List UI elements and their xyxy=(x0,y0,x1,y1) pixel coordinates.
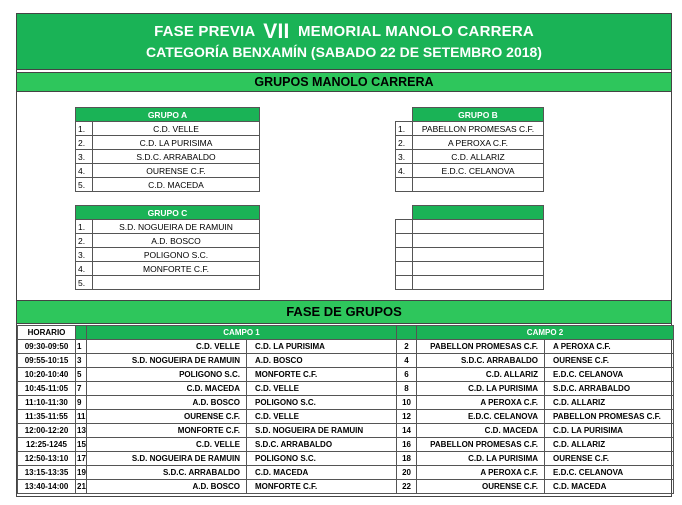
team-name: OURENSE C.F. xyxy=(93,164,260,178)
away-team: C.D. MACEDA xyxy=(247,466,397,480)
away-team: C.D. VELLE xyxy=(247,382,397,396)
away-team: C.D. LA PURISIMA xyxy=(545,424,674,438)
match-row xyxy=(18,452,674,466)
group-a-row xyxy=(76,150,260,164)
home-team: A PEROXA C.F. xyxy=(417,396,545,410)
group-b-table xyxy=(395,107,544,192)
match-number: 19 xyxy=(76,466,87,480)
team-num: 5. xyxy=(76,276,93,290)
away-team: A PEROXA C.F. xyxy=(545,340,674,354)
team-num: 1. xyxy=(396,122,413,136)
match-row xyxy=(18,410,674,424)
group-c-row xyxy=(76,220,260,234)
home-team: C.D. VELLE xyxy=(87,340,247,354)
away-team: C.D. ALLARIZ xyxy=(545,396,674,410)
group-b-row xyxy=(396,164,544,178)
match-time: 12:25-1245 xyxy=(18,438,76,452)
away-team: PABELLON PROMESAS C.F. xyxy=(545,410,674,424)
team-name: A PEROXA C.F. xyxy=(413,136,544,150)
team-num: 2. xyxy=(76,234,93,248)
match-number: 3 xyxy=(76,354,87,368)
match-row xyxy=(18,368,674,382)
match-number: 5 xyxy=(76,368,87,382)
home-team: MONFORTE C.F. xyxy=(87,424,247,438)
match-number: 6 xyxy=(397,368,417,382)
team-name: C.D. ALLARIZ xyxy=(413,150,544,164)
team-num: 4. xyxy=(396,164,413,178)
match-time: 12:50-13:10 xyxy=(18,452,76,466)
match-number: 4 xyxy=(397,354,417,368)
away-team: POLIGONO S.C. xyxy=(247,396,397,410)
home-team: C.D. LA PURISIMA xyxy=(417,452,545,466)
team-num: 3. xyxy=(76,248,93,262)
group-b-row xyxy=(396,122,544,136)
away-team: MONFORTE C.F. xyxy=(247,368,397,382)
team-name: MONFORTE C.F. xyxy=(93,262,260,276)
match-time: 09:55-10:15 xyxy=(18,354,76,368)
home-team: S.D.C. ARRABALDO xyxy=(87,466,247,480)
team-name: POLIGONO S.C. xyxy=(93,248,260,262)
schedule-table xyxy=(17,325,674,494)
home-team: S.D. NOGUEIRA DE RAMUIN xyxy=(87,452,247,466)
group-b-row xyxy=(396,150,544,164)
group-a-row xyxy=(76,178,260,192)
away-team: POLIGONO S.C. xyxy=(247,452,397,466)
away-team: C.D. MACEDA xyxy=(545,480,674,494)
match-number: 9 xyxy=(76,396,87,410)
team-num: 1. xyxy=(76,220,93,234)
field-2-header: CAMPO 2 xyxy=(417,326,674,340)
home-team: PABELLON PROMESAS C.F. xyxy=(417,438,545,452)
match-number: 2 xyxy=(397,340,417,354)
away-team: C.D. LA PURISIMA xyxy=(247,340,397,354)
home-team: A PEROXA C.F. xyxy=(417,466,545,480)
group-b-title: GRUPO B xyxy=(413,108,544,122)
match-row xyxy=(18,354,674,368)
home-team: PABELLON PROMESAS C.F. xyxy=(417,340,545,354)
match-time: 10:45-11:05 xyxy=(18,382,76,396)
match-row xyxy=(18,480,674,494)
match-number: 11 xyxy=(76,410,87,424)
title-suffix: MEMORIAL MANOLO CARRERA xyxy=(297,23,534,40)
team-num: 2. xyxy=(396,136,413,150)
home-team: E.D.C. CELANOVA xyxy=(417,410,545,424)
title-prefix: FASE PREVIA xyxy=(154,23,255,40)
home-team: C.D. LA PURISIMA xyxy=(417,382,545,396)
home-team: C.D. MACEDA xyxy=(417,424,545,438)
match-number: 20 xyxy=(397,466,417,480)
match-time: 12:00-12:20 xyxy=(18,424,76,438)
team-name: PABELLON PROMESAS C.F. xyxy=(413,122,544,136)
match-time: 13:40-14:00 xyxy=(18,480,76,494)
team-name: E.D.C. CELANOVA xyxy=(413,164,544,178)
match-time: 09:30-09:50 xyxy=(18,340,76,354)
away-team: E.D.C. CELANOVA xyxy=(545,368,674,382)
team-num: 5. xyxy=(76,178,93,192)
match-row xyxy=(18,466,674,480)
match-number: 18 xyxy=(397,452,417,466)
home-team: A.D. BOSCO xyxy=(87,480,247,494)
home-team: OURENSE C.F. xyxy=(417,480,545,494)
match-row xyxy=(18,438,674,452)
away-team: S.D. NOGUEIRA DE RAMUIN xyxy=(247,424,397,438)
team-name: C.D. MACEDA xyxy=(93,178,260,192)
match-number: 16 xyxy=(397,438,417,452)
team-num: 2. xyxy=(76,136,93,150)
group-a-table xyxy=(75,107,260,192)
match-row xyxy=(18,424,674,438)
match-number: 12 xyxy=(397,410,417,424)
team-num: 3. xyxy=(76,150,93,164)
away-team: OURENSE C.F. xyxy=(545,354,674,368)
home-team: S.D.C. ARRABALDO xyxy=(417,354,545,368)
match-row xyxy=(18,382,674,396)
title-line-2: CATEGORÍA BENXAMÍN (SABADO 22 DE SETEMBRO 2018) xyxy=(146,44,542,60)
match-row xyxy=(18,340,674,354)
match-time: 11:35-11:55 xyxy=(18,410,76,424)
match-number: 10 xyxy=(397,396,417,410)
away-team: C.D. VELLE xyxy=(247,410,397,424)
match-number: 17 xyxy=(76,452,87,466)
match-number: 1 xyxy=(76,340,87,354)
match-time: 13:15-13:35 xyxy=(18,466,76,480)
team-name: C.D. VELLE xyxy=(93,122,260,136)
group-c-table xyxy=(75,205,260,290)
team-num: 3. xyxy=(396,150,413,164)
group-a-row xyxy=(76,122,260,136)
group-a-row xyxy=(76,164,260,178)
match-number: 15 xyxy=(76,438,87,452)
away-team: MONFORTE C.F. xyxy=(247,480,397,494)
title-banner xyxy=(17,14,671,70)
team-name xyxy=(93,276,260,290)
group-c-row xyxy=(76,276,260,290)
team-num: 4. xyxy=(76,262,93,276)
away-team: E.D.C. CELANOVA xyxy=(545,466,674,480)
team-name: A.D. BOSCO xyxy=(93,234,260,248)
match-row xyxy=(18,396,674,410)
match-number: 7 xyxy=(76,382,87,396)
title-line-1 xyxy=(17,20,671,44)
match-time: 11:10-11:30 xyxy=(18,396,76,410)
match-number: 8 xyxy=(397,382,417,396)
home-team: C.D. ALLARIZ xyxy=(417,368,545,382)
home-team: C.D. VELLE xyxy=(87,438,247,452)
home-team: S.D. NOGUEIRA DE RAMUIN xyxy=(87,354,247,368)
team-name: C.D. LA PURISIMA xyxy=(93,136,260,150)
match-time: 10:20-10:40 xyxy=(18,368,76,382)
time-header: HORARIO xyxy=(18,326,76,340)
home-team: A.D. BOSCO xyxy=(87,396,247,410)
away-team: A.D. BOSCO xyxy=(247,354,397,368)
group-c-row xyxy=(76,234,260,248)
team-name: S.D.C. ARRABALDO xyxy=(93,150,260,164)
group-a-title: GRUPO A xyxy=(76,108,260,122)
match-number: 13 xyxy=(76,424,87,438)
phase-title: FASE DE GRUPOS xyxy=(17,300,671,324)
match-number: 21 xyxy=(76,480,87,494)
team-num: 1. xyxy=(76,122,93,136)
group-c-row xyxy=(76,262,260,276)
group-b-row xyxy=(396,136,544,150)
title-edition: VII xyxy=(263,20,290,43)
team-num: 4. xyxy=(76,164,93,178)
team-name: S.D. NOGUEIRA DE RAMUIN xyxy=(93,220,260,234)
away-team: C.D. ALLARIZ xyxy=(545,438,674,452)
home-team: OURENSE C.F. xyxy=(87,410,247,424)
match-number: 22 xyxy=(397,480,417,494)
away-team: OURENSE C.F. xyxy=(545,452,674,466)
away-team: S.D.C. ARRABALDO xyxy=(545,382,674,396)
empty-group-table xyxy=(395,205,544,290)
group-c-title: GRUPO C xyxy=(76,206,260,220)
home-team: POLIGONO S.C. xyxy=(87,368,247,382)
match-number: 14 xyxy=(397,424,417,438)
schedule-header-row xyxy=(18,326,674,340)
group-b-row xyxy=(396,178,544,192)
home-team: C.D. MACEDA xyxy=(87,382,247,396)
group-a-row xyxy=(76,136,260,150)
group-c-row xyxy=(76,248,260,262)
field-1-header: CAMPO 1 xyxy=(87,326,397,340)
tournament-sheet xyxy=(16,13,672,497)
away-team: S.D.C. ARRABALDO xyxy=(247,438,397,452)
groups-section-title: GRUPOS MANOLO CARRERA xyxy=(17,72,671,92)
